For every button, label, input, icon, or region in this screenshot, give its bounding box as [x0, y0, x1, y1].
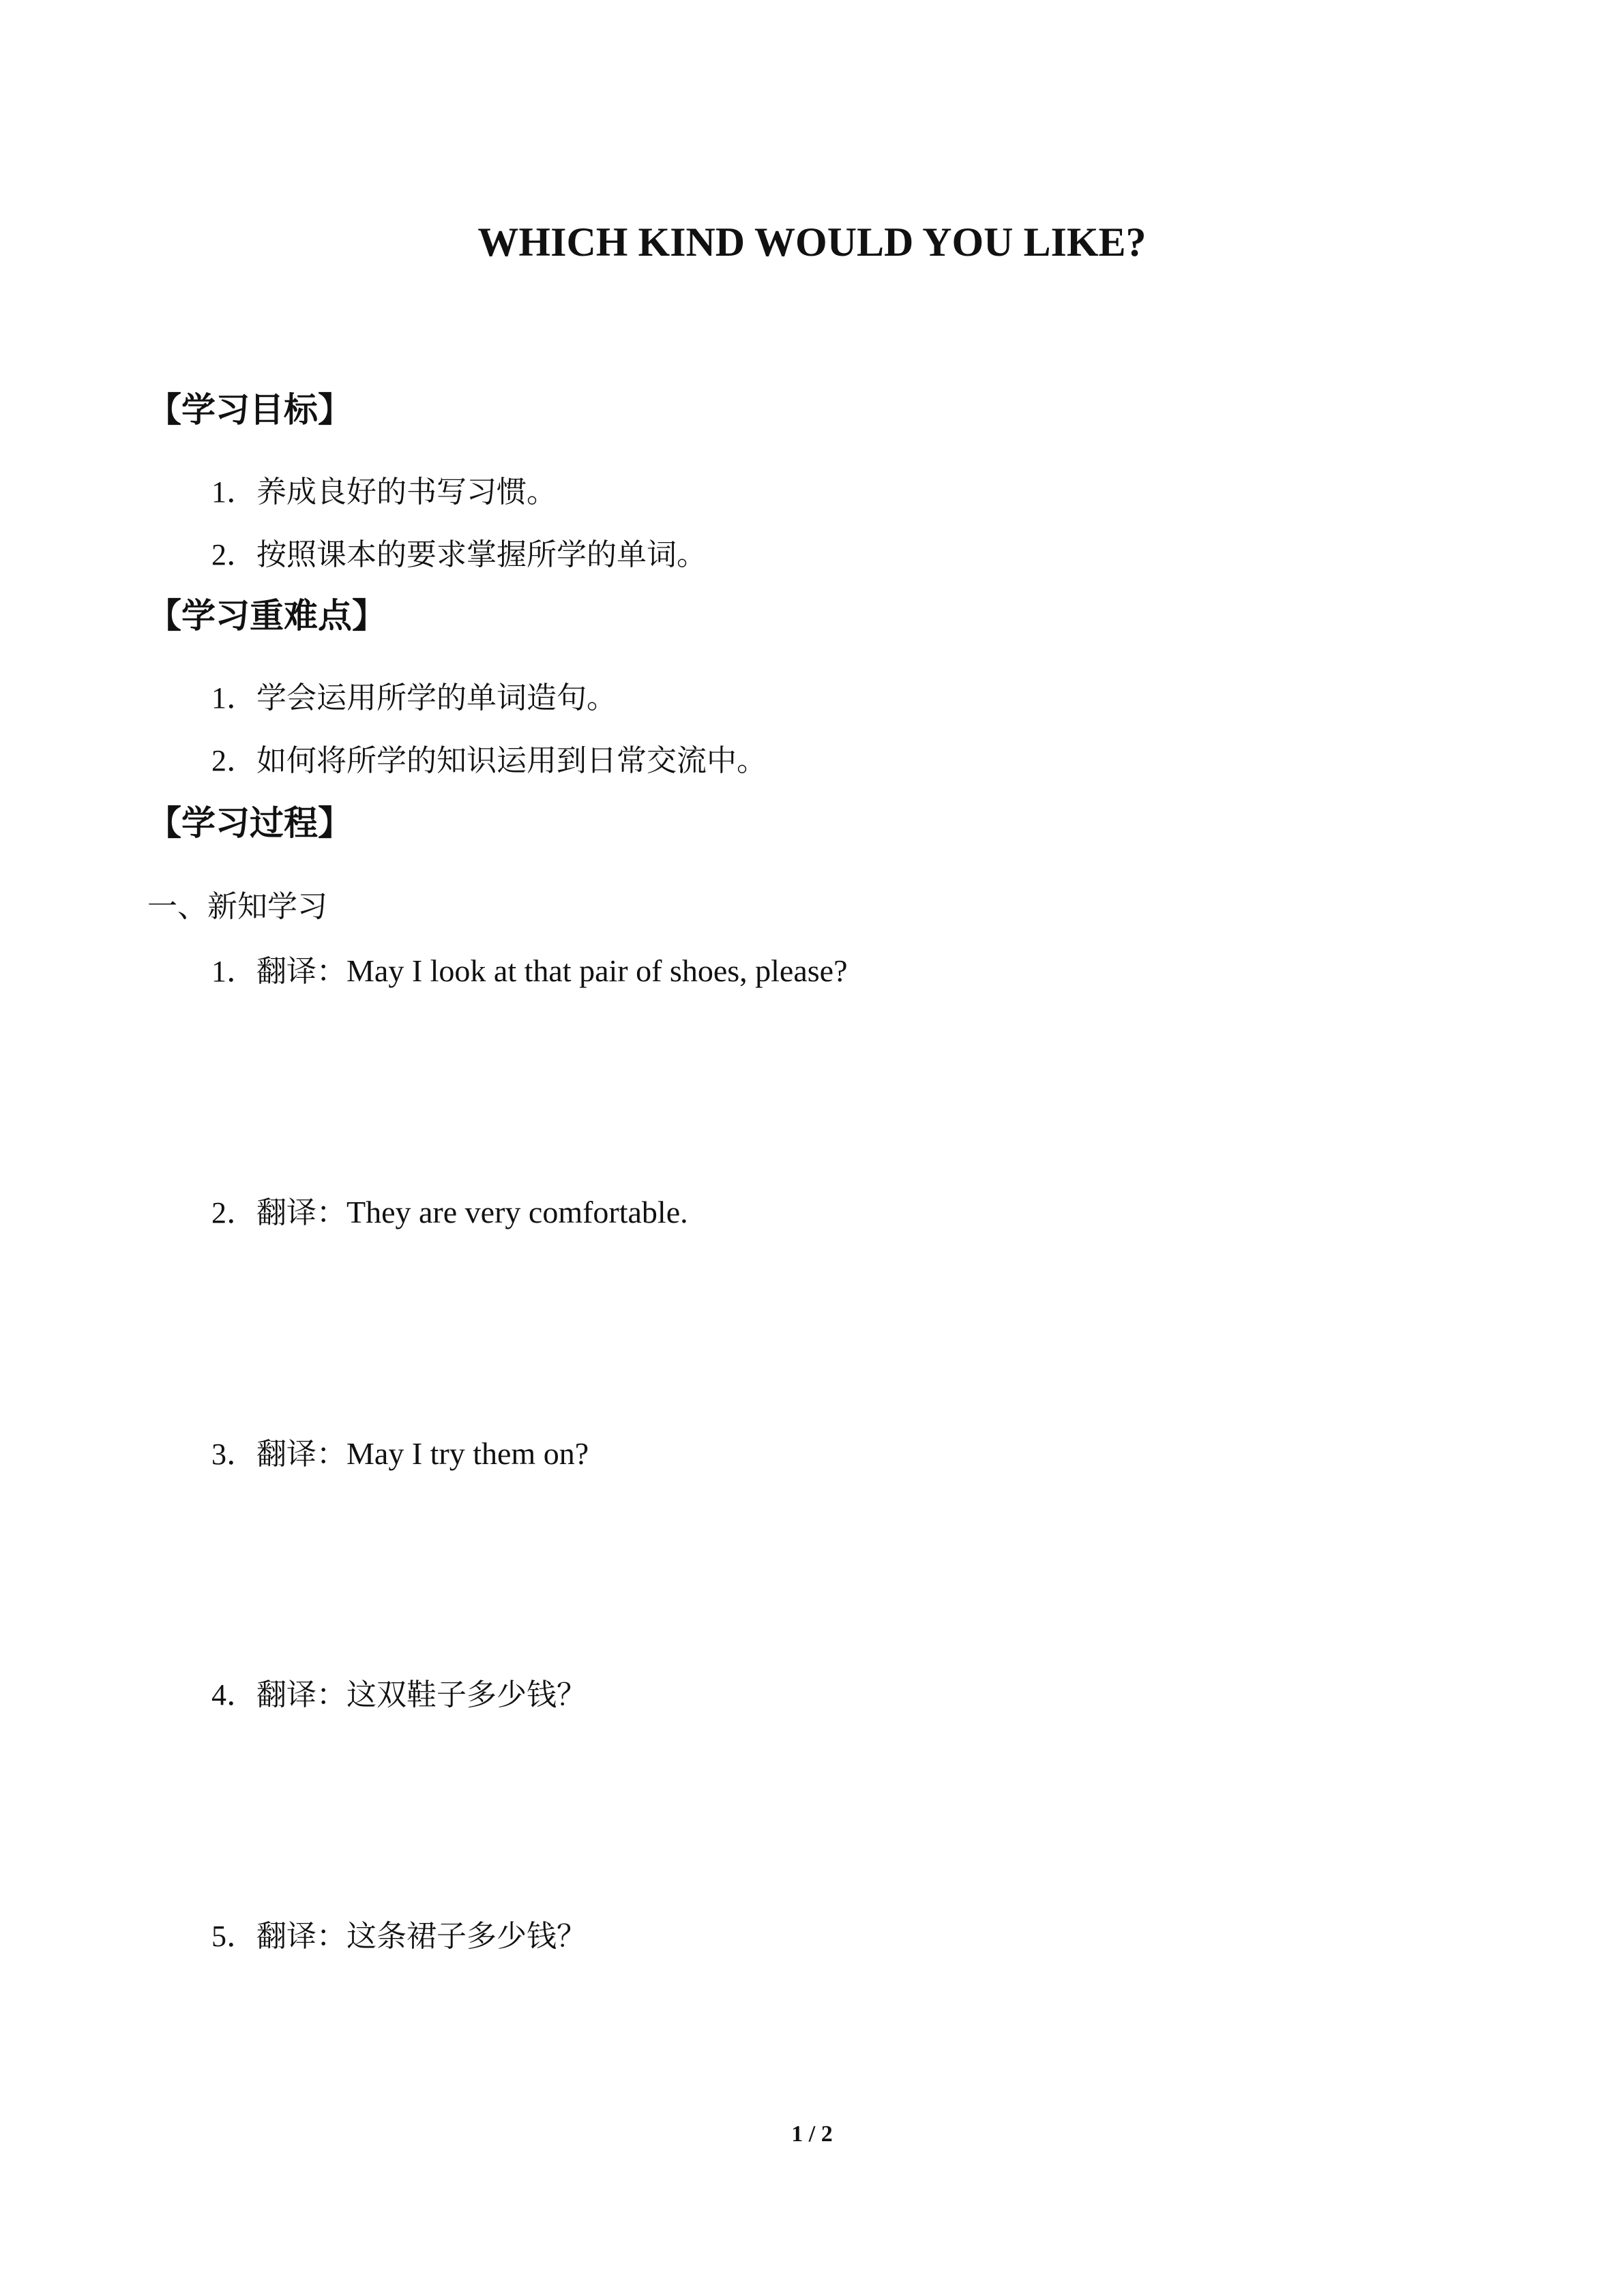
item-number: 3．	[211, 1437, 256, 1471]
item-number: 2．	[211, 538, 256, 571]
section-heading-learning-process: 【学习过程】	[147, 803, 352, 843]
item-prefix: 翻译：	[256, 1437, 346, 1472]
item-number: 1．	[211, 475, 256, 509]
item-number: 5．	[211, 1920, 256, 1953]
item-number: 2．	[211, 1196, 256, 1229]
exercise-item	[211, 1192, 688, 1234]
section-heading-learning-goals: 【学习目标】	[147, 390, 352, 430]
item-prefix: 翻译：	[256, 1919, 346, 1954]
item-number: 2．	[211, 744, 256, 777]
item-number: 1．	[211, 681, 256, 715]
item-prefix: 翻译：	[256, 1195, 346, 1230]
item-text: 按照课本的要求掌握所学的单词。	[256, 537, 707, 572]
item-text: 这条裙子多少钱？	[346, 1919, 587, 1954]
item-text: May I try them on?	[346, 1436, 589, 1471]
list-item	[211, 678, 617, 719]
section-heading-key-points: 【学习重难点】	[147, 596, 386, 636]
list-item	[211, 741, 767, 781]
item-number: 4．	[211, 1678, 256, 1712]
item-text: 学会运用所学的单词造句。	[256, 681, 617, 715]
exercise-item	[211, 951, 848, 992]
list-item	[211, 535, 707, 576]
item-number: 1．	[211, 955, 256, 988]
item-text: 养成良好的书写习惯。	[256, 475, 557, 509]
page-number: 1 / 2	[791, 2121, 833, 2147]
document-title: WHICH KIND WOULD YOU LIKE?	[477, 220, 1147, 265]
subsection-title: 一、新知学习	[147, 889, 327, 924]
item-prefix: 翻译：	[256, 954, 346, 989]
item-prefix: 翻译：	[256, 1678, 346, 1712]
exercise-item	[211, 1433, 589, 1475]
item-text: 如何将所学的知识运用到日常交流中。	[256, 743, 767, 778]
list-item	[211, 472, 557, 513]
item-text: May I look at that pair of shoes, please?	[346, 953, 848, 988]
exercise-item	[211, 1916, 587, 1957]
item-text: They are very comfortable.	[346, 1195, 688, 1229]
exercise-item	[211, 1675, 587, 1716]
item-text: 这双鞋子多少钱？	[346, 1678, 587, 1712]
